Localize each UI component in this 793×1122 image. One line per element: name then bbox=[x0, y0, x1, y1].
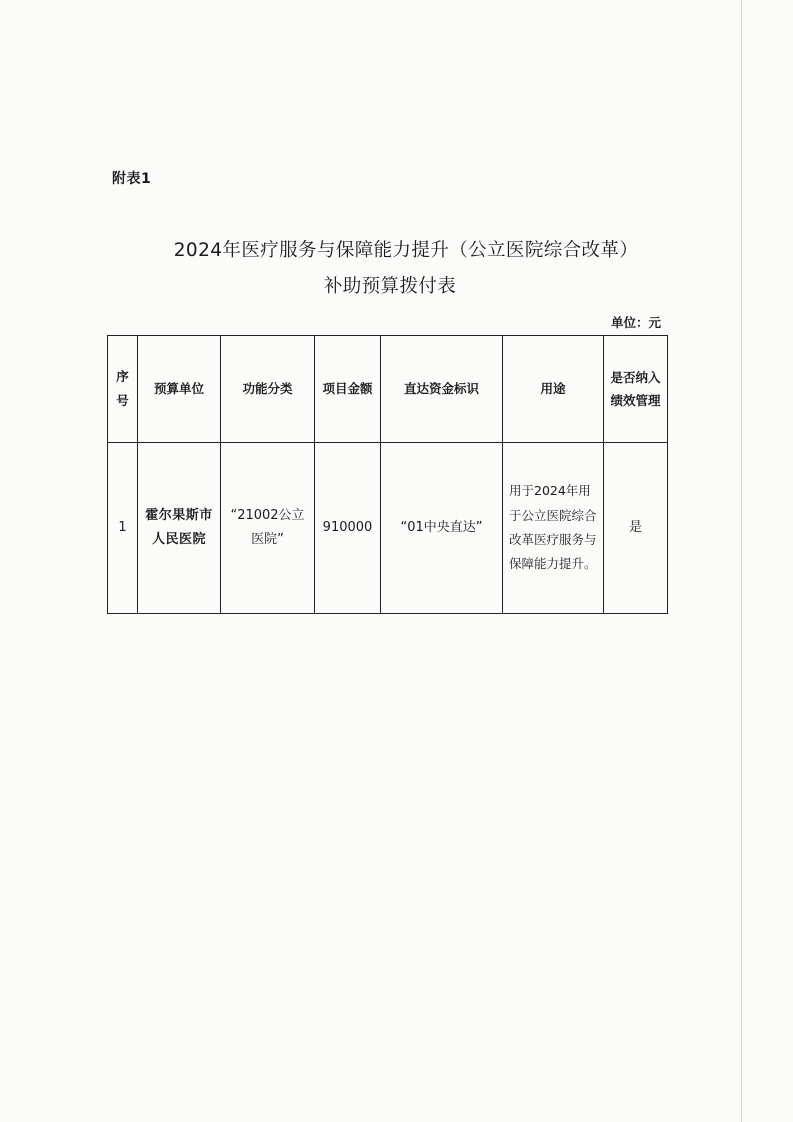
document-title-line-2: 补助预算拨付表 bbox=[323, 276, 457, 297]
cell-direct-fund-mark: “01中央直达” bbox=[381, 443, 503, 614]
cell-seq: 1 bbox=[108, 443, 138, 614]
cell-project-amount: 910000 bbox=[315, 443, 381, 614]
header-usage: 用途 bbox=[503, 336, 604, 443]
table-row bbox=[108, 443, 668, 614]
header-project-amount: 项目金额 bbox=[315, 336, 381, 443]
unit-label: 单位：元 bbox=[610, 315, 661, 330]
cell-performance-mgmt: 是 bbox=[604, 443, 668, 614]
cell-function-class: “21002公立医院” bbox=[221, 443, 315, 614]
header-budget-unit: 预算单位 bbox=[138, 336, 221, 443]
document-title-line-1: 2024年医疗服务与保障能力提升（公立医院综合改革） bbox=[173, 240, 639, 261]
cell-budget-unit: 霍尔果斯市人民医院 bbox=[138, 443, 221, 614]
table-header-row bbox=[108, 336, 668, 443]
budget-allocation-table bbox=[107, 335, 668, 614]
header-seq: 序号 bbox=[108, 336, 138, 443]
attachment-label: 附表1 bbox=[112, 171, 152, 187]
scan-edge-line bbox=[741, 0, 742, 1122]
header-function-class: 功能分类 bbox=[221, 336, 315, 443]
header-performance-mgmt: 是否纳入绩效管理 bbox=[604, 336, 668, 443]
cell-usage: 用于2024年用于公立医院综合改革医疗服务与保障能力提升。 bbox=[503, 443, 604, 614]
header-direct-fund-mark: 直达资金标识 bbox=[381, 336, 503, 443]
